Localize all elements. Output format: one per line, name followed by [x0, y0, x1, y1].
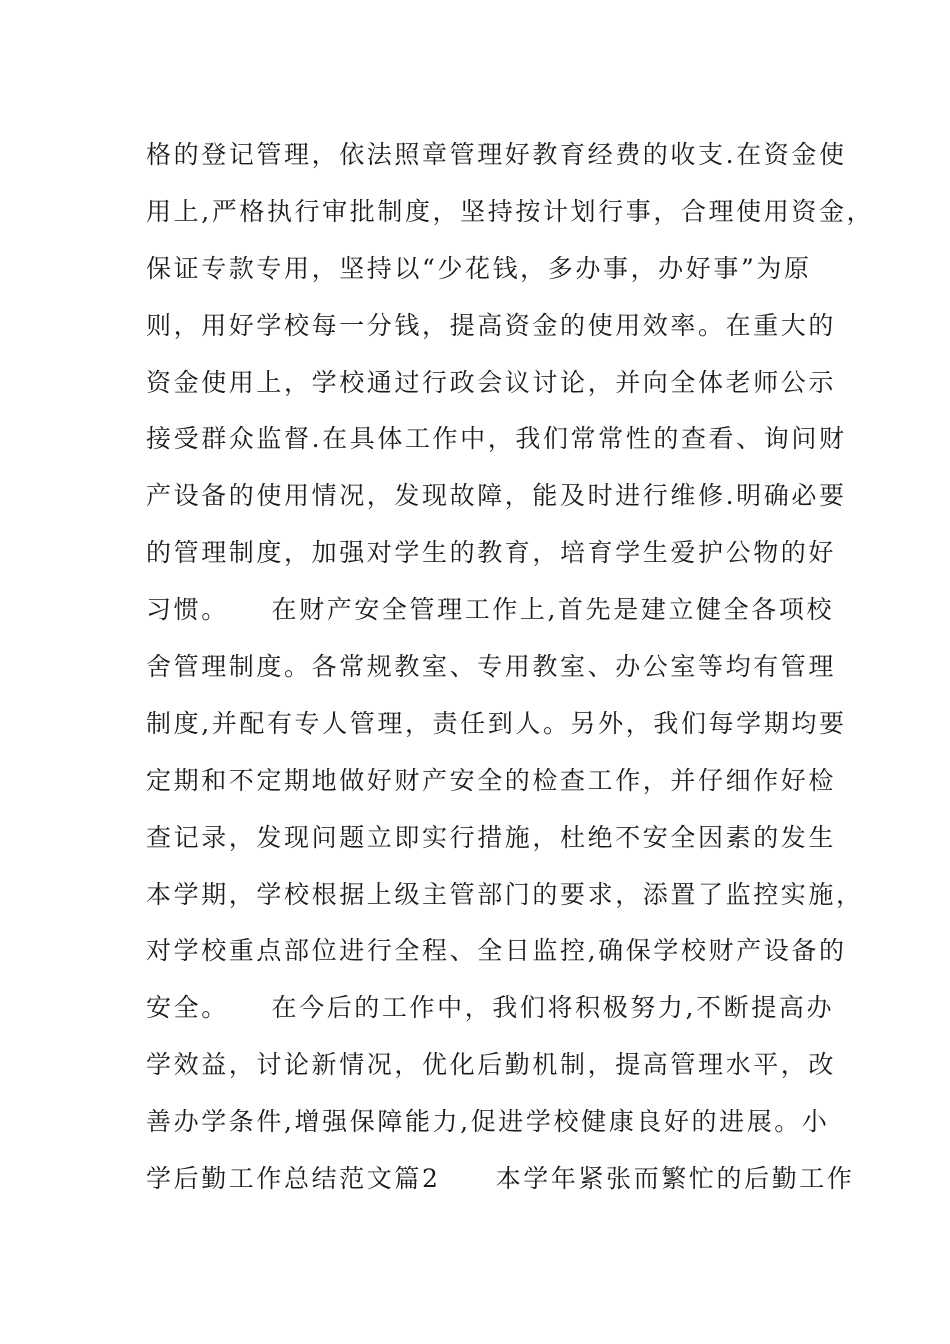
- text-line: 习惯。 在财产安全管理工作上,首先是建立健全各项校: [146, 595, 835, 625]
- text-line: 用上,严格执行审批制度，坚持按计划行事，合理使用资金，: [146, 196, 875, 226]
- text-line: 舍管理制度。各常规教室、专用教室、办公室等均有管理: [146, 652, 837, 682]
- text-line: 善办学条件,增强保障能力,促进学校健康良好的进展。小: [146, 1107, 830, 1137]
- text-line: 保证专款专用，坚持以“少花钱，多办事，办好事”为原: [146, 253, 812, 283]
- text-line: 对学校重点部位进行全程、全日监控,确保学校财产设备的: [146, 936, 847, 966]
- text-line: 安全。 在今后的工作中，我们将积极努力,不断提高办: [146, 993, 835, 1023]
- text-line: 接受群众监督.在具体工作中，我们常常性的查看、询问财: [146, 424, 847, 454]
- text-line: 则，用好学校每一分钱，提高资金的使用效率。在重大的: [146, 310, 837, 340]
- text-line: 产设备的使用情况，发现故障，能及时进行维修.明确必要: [146, 481, 847, 511]
- text-line: 学效益，讨论新情况，优化后勤机制，提高管理水平，改: [146, 1050, 837, 1080]
- text-line: 本学期，学校根据上级主管部门的要求，添置了监控实施，: [146, 879, 864, 909]
- text-line: 学后勤工作总结范文篇2 本学年紧张而繁忙的后勤工作: [146, 1164, 855, 1194]
- text-line: 定期和不定期地做好财产安全的检查工作，并仔细作好检: [146, 765, 837, 795]
- body-text: [146, 127, 875, 1208]
- text-line: 格的登记管理，依法照章管理好教育经费的收支.在资金使: [146, 140, 847, 169]
- text-line: 的管理制度，加强对学生的教育，培育学生爱护公物的好: [146, 538, 837, 568]
- text-line: 查记录，发现问题立即实行措施，杜绝不安全因素的发生: [146, 822, 837, 852]
- text-line: 制度,并配有专人管理，责任到人。另外，我们每学期均要: [146, 708, 847, 738]
- text-line: 资金使用上，学校通过行政会议讨论，并向全体老师公示: [146, 367, 837, 397]
